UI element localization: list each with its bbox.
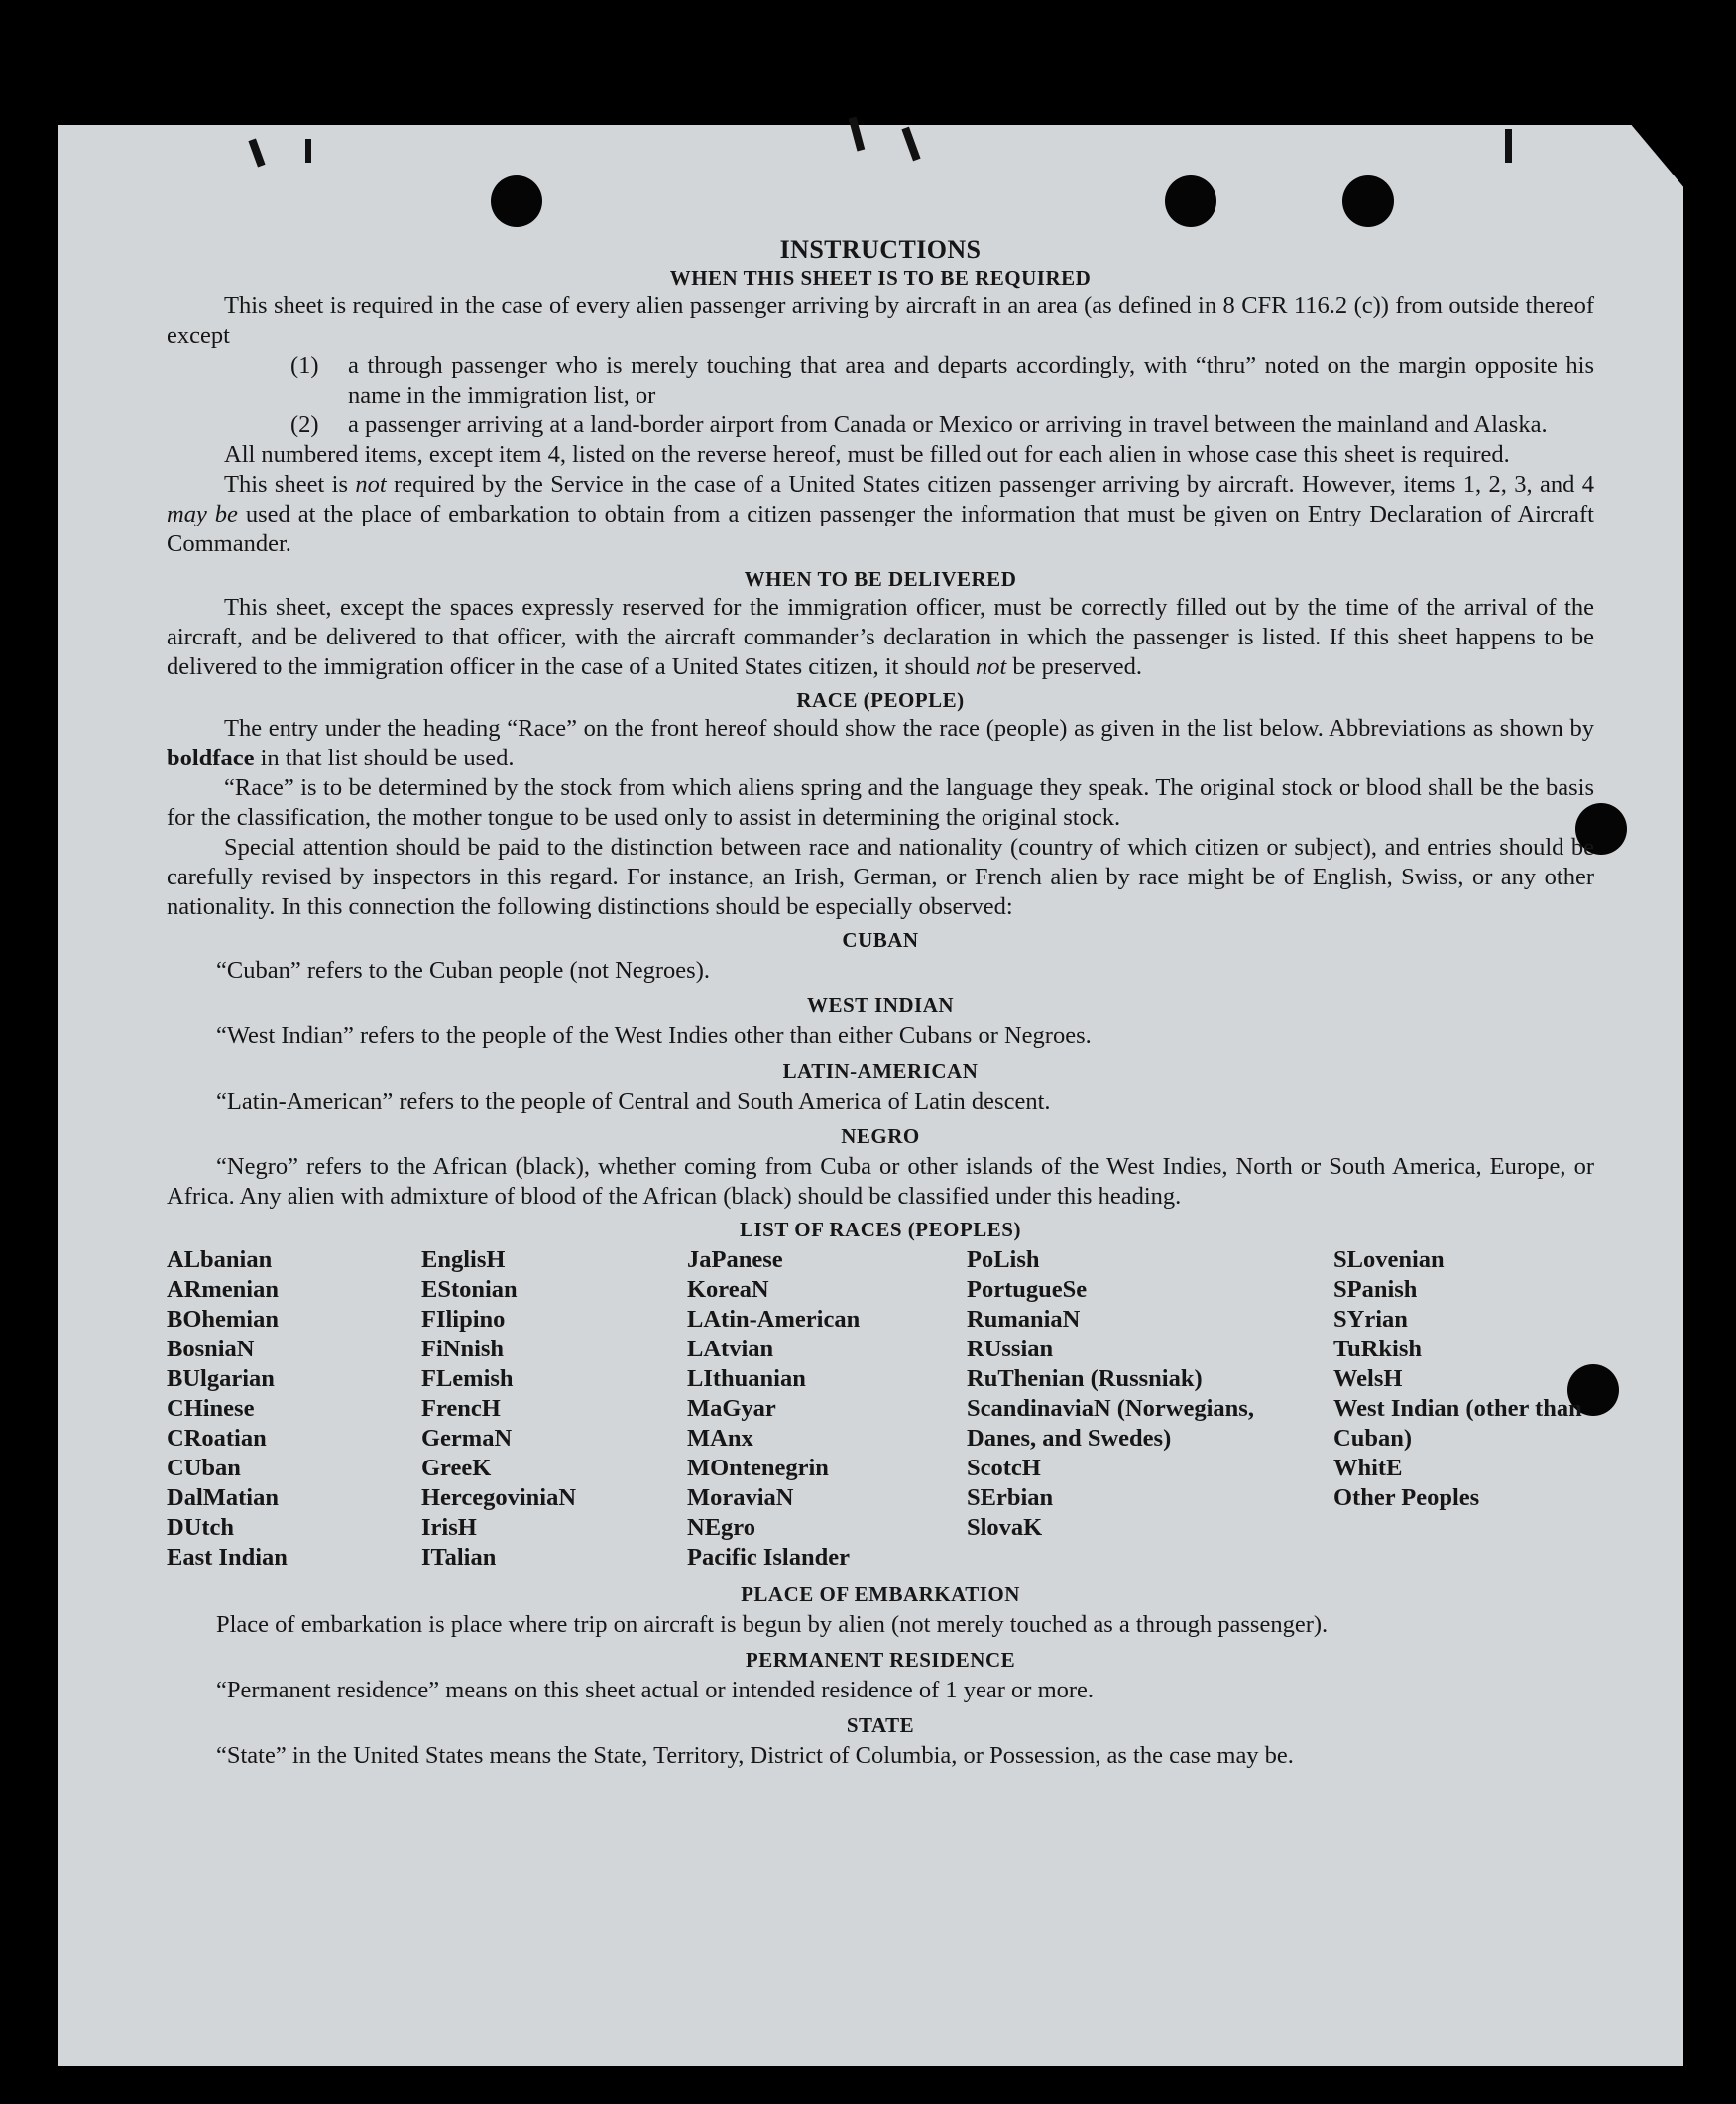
- race-entry: West Indian (other than Cuban): [1333, 1395, 1582, 1452]
- race-entry: KoreaN: [687, 1276, 769, 1303]
- paragraph: “Negro” refers to the African (black), whether coming from Cuba or other islands of the West Indies, North or South America, Europe, or Africa. Any alien with admixture of blood of the African (black) should be classified under this heading.: [167, 1153, 1594, 1210]
- race-entry: ScandinaviaN (Norwegians, Danes, and Swedes): [967, 1395, 1254, 1452]
- page-title: INSTRUCTIONS: [779, 235, 982, 264]
- race-entry: RUssian: [967, 1336, 1054, 1362]
- instructions-content: [167, 236, 1594, 1771]
- bold-text: boldface: [167, 745, 255, 771]
- race-entry: BosniaN: [167, 1336, 255, 1362]
- race-entry: PortugueSe: [967, 1276, 1088, 1303]
- section-title: LIST OF RACES (PEOPLES): [740, 1218, 1021, 1241]
- race-entry: FIlipino: [421, 1306, 506, 1333]
- race-entry: LIthuanian: [687, 1365, 806, 1392]
- item-text: a through passenger who is merely touching that area and departs accordingly, with “thru” noted on the margin opposite his name in the immigration list, or: [348, 352, 1594, 409]
- punch-hole: [1165, 175, 1216, 227]
- race-entry: LAtin-American: [687, 1306, 861, 1333]
- section-title: PERMANENT RESIDENCE: [745, 1648, 1016, 1672]
- item-text: a passenger arriving at a land-border airport from Canada or Mexico or arriving in travel between the mainland and Alaska.: [348, 411, 1548, 438]
- list-item: [290, 351, 1594, 410]
- text-run: be preserved.: [1006, 653, 1143, 680]
- races-column: [167, 1245, 421, 1573]
- race-entry: HercegoviniaN: [421, 1484, 577, 1511]
- race-entry: GreeK: [421, 1455, 492, 1481]
- punch-hole: [491, 175, 542, 227]
- race-entry: SLovenian: [1333, 1246, 1445, 1273]
- item-number: (1): [290, 352, 319, 379]
- race-entry: MAnx: [687, 1425, 753, 1452]
- text-run: This sheet, except the spaces expressly reserved for the immigration officer, must be correctly filled out by the time of the arrival of the aircraft, and be delivered to that officer, with the aircraft commander’s declaration in which the passenger is listed. If this sheet happens to be delivered to the immigration officer in the case of a United States citizen, it should: [167, 594, 1594, 680]
- punch-hole: [1342, 175, 1394, 227]
- race-entry: MaGyar: [687, 1395, 776, 1422]
- race-entry: FLemish: [421, 1365, 514, 1392]
- race-entry: SYrian: [1333, 1306, 1408, 1333]
- paragraph: “State” in the United States means the State, Territory, District of Columbia, or Possession, as the case may be.: [216, 1742, 1294, 1769]
- staple-mark: [1505, 129, 1512, 163]
- race-entry: JaPanese: [687, 1246, 783, 1273]
- race-entry: DalMatian: [167, 1484, 279, 1511]
- race-entry: WelsH: [1333, 1365, 1403, 1392]
- paragraph: [167, 470, 1594, 559]
- paragraph: This sheet is required in the case of every alien passenger arriving by aircraft in an area (as defined in 8 CFR 116.2 (c)) from outside thereof except: [167, 292, 1594, 349]
- race-entry: MOntenegrin: [687, 1455, 829, 1481]
- paragraph: All numbered items, except item 4, listed on the reverse hereof, must be filled out for each alien in whose case this sheet is required.: [224, 441, 1510, 468]
- race-entry: IrisH: [421, 1514, 477, 1541]
- race-entry: SlovaK: [967, 1514, 1043, 1541]
- paragraph: Special attention should be paid to the distinction between race and nationality (country of which citizen or subject), and entries should be carefully revised by inspectors in this regard. For instance, an Irish, German, or French alien by race might be of English, Swiss, or any other nationality. In this connection the following distinctions should be especially observed:: [167, 834, 1594, 920]
- section-title: STATE: [846, 1713, 915, 1737]
- races-column: [421, 1245, 687, 1573]
- races-column: [1333, 1245, 1594, 1573]
- race-entry: SErbian: [967, 1484, 1054, 1511]
- race-entry: ARmenian: [167, 1276, 279, 1303]
- paragraph: “Latin-American” refers to the people of Central and South America of Latin descent.: [216, 1088, 1051, 1114]
- section-title: NEGRO: [841, 1124, 920, 1148]
- section-title: WHEN TO BE DELIVERED: [744, 567, 1017, 591]
- race-entry: BOhemian: [167, 1306, 279, 1333]
- race-entry: Other Peoples: [1333, 1484, 1480, 1511]
- race-entry: TuRkish: [1333, 1336, 1423, 1362]
- race-entry: CRoatian: [167, 1425, 267, 1452]
- paragraph: “West Indian” refers to the people of the West Indies other than either Cubans or Negroes.: [216, 1022, 1092, 1049]
- text-run: This sheet is: [224, 471, 356, 498]
- race-entry: EnglisH: [421, 1246, 506, 1273]
- paragraph: [167, 714, 1594, 773]
- race-entry: BUlgarian: [167, 1365, 275, 1392]
- race-entry: SPanish: [1333, 1276, 1418, 1303]
- italic-text: not: [975, 653, 1007, 680]
- race-entry: Pacific Islander: [687, 1544, 850, 1571]
- section-title: WHEN THIS SHEET IS TO BE REQUIRED: [669, 266, 1092, 290]
- text-run: in that list should be used.: [254, 745, 515, 771]
- section-title: WEST INDIAN: [806, 994, 955, 1017]
- paragraph: [167, 593, 1594, 682]
- races-column: [967, 1245, 1333, 1573]
- paragraph: “Cuban” refers to the Cuban people (not Negroes).: [216, 957, 710, 984]
- italic-text: not: [355, 471, 387, 498]
- race-entry: DUtch: [167, 1514, 235, 1541]
- race-entry: East Indian: [167, 1544, 288, 1571]
- race-entry: CUban: [167, 1455, 241, 1481]
- section-title: PLACE OF EMBARKATION: [741, 1582, 1020, 1606]
- staple-mark: [305, 139, 311, 163]
- text-run: The entry under the heading “Race” on the front hereof should show the race (people) as given in the list below. Abbreviations as shown by: [224, 715, 1594, 742]
- race-entry: LAtvian: [687, 1336, 774, 1362]
- section-title: LATIN-AMERICAN: [782, 1059, 979, 1083]
- race-entry: NEgro: [687, 1514, 755, 1541]
- race-entry: PoLish: [967, 1246, 1040, 1273]
- italic-text: may be: [167, 501, 238, 527]
- race-entry: RuThenian (Russniak): [967, 1365, 1203, 1392]
- race-entry: CHinese: [167, 1395, 255, 1422]
- race-entry: ALbanian: [167, 1246, 273, 1273]
- race-entry: FiNnish: [421, 1336, 505, 1362]
- race-entry: WhitE: [1333, 1455, 1403, 1481]
- section-title: RACE (PEOPLE): [796, 688, 965, 712]
- paragraph: Place of embarkation is place where trip on aircraft is begun by alien (not merely touched as a through passenger).: [216, 1611, 1329, 1638]
- race-entry: ScotcH: [967, 1455, 1041, 1481]
- race-entry: EStonian: [421, 1276, 518, 1303]
- text-run: required by the Service in the case of a United States citizen passenger arriving by aircraft. However, items 1, 2, 3, and 4: [386, 471, 1595, 498]
- list-item: [290, 410, 1594, 440]
- race-entry: FrencH: [421, 1395, 501, 1422]
- races-column: [687, 1245, 967, 1573]
- race-entry: ITalian: [421, 1544, 497, 1571]
- section-title: CUBAN: [842, 928, 919, 952]
- race-entry: GermaN: [421, 1425, 513, 1452]
- paragraph: “Race” is to be determined by the stock from which aliens spring and the language they speak. The original stock or blood shall be the basis for the classification, the mother tongue to be used only to assist in determining the original stock.: [167, 774, 1594, 831]
- races-list: [167, 1245, 1594, 1573]
- race-entry: MoraviaN: [687, 1484, 794, 1511]
- text-run: used at the place of embarkation to obtain from a citizen passenger the information that must be given on Entry Declaration of Aircraft Commander.: [167, 501, 1594, 557]
- paragraph: “Permanent residence” means on this sheet actual or intended residence of 1 year or more.: [216, 1677, 1095, 1703]
- item-number: (2): [290, 411, 319, 438]
- race-entry: RumaniaN: [967, 1306, 1081, 1333]
